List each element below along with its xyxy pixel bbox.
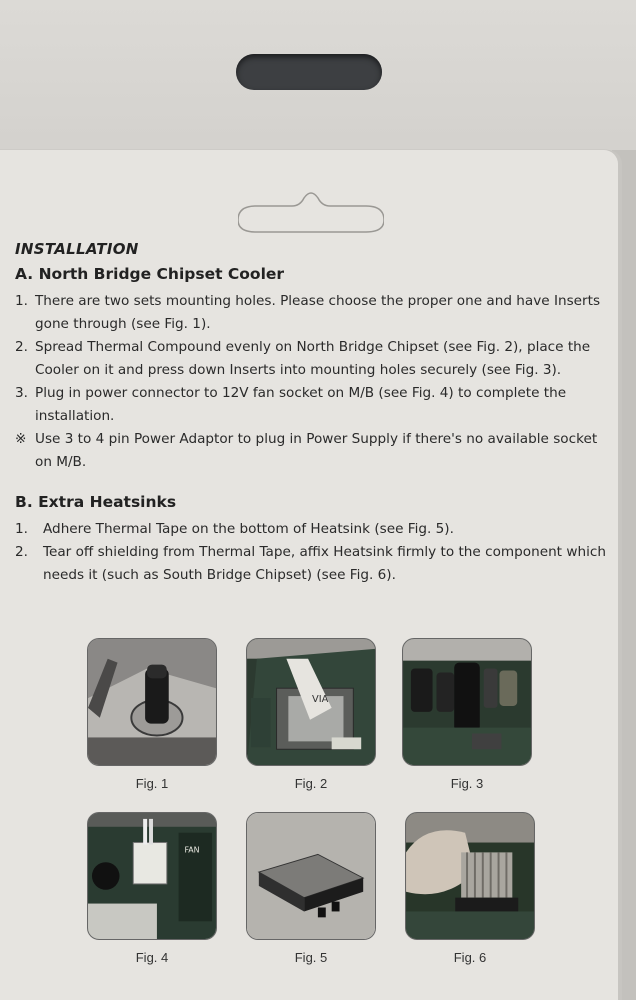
note-marker: ※ [15, 431, 27, 447]
heatsink-photo [246, 812, 376, 940]
section-b-list [15, 518, 615, 587]
list-item [15, 541, 615, 587]
figure-4 [87, 812, 217, 965]
figure-caption: Fig. 1 [135, 776, 169, 791]
figure-caption: Fig. 2 [294, 776, 328, 791]
hang-hole [236, 54, 382, 90]
figure-caption: Fig. 6 [453, 950, 487, 965]
heatsink-install-photo [405, 812, 535, 940]
list-marker: 2. [15, 544, 28, 560]
list-marker: 3. [15, 385, 28, 401]
section-a-list [15, 290, 615, 474]
figure-1 [87, 638, 217, 791]
figure-caption: Fig. 4 [135, 950, 169, 965]
list-item [15, 382, 615, 428]
hang-notch-outline [238, 190, 384, 234]
list-text: Use 3 to 4 pin Power Adaptor to plug in Power Supply if there's no available socket on M/B. [35, 431, 598, 470]
instructions [15, 240, 615, 587]
thermal-compound-photo [246, 638, 376, 766]
list-item [15, 428, 615, 474]
list-marker: 2. [15, 339, 28, 355]
list-text: Tear off shielding from Thermal Tape, affix Heatsink firmly to the component which needs it (such as South Bridge Chipset) (see Fig. 6). [43, 544, 606, 583]
section-a-title: A. North Bridge Chipset Cooler [15, 265, 285, 283]
list-text: Plug in power connector to 12V fan socket on M/B (see Fig. 4) to complete the installation. [35, 385, 567, 424]
hang-tab [0, 0, 636, 160]
figure-caption: Fig. 3 [450, 776, 484, 791]
list-text: Spread Thermal Compound evenly on North Bridge Chipset (see Fig. 2), place the Cooler on it and press down Inserts into mounting holes securely (see Fig. 3). [35, 339, 591, 378]
figure-2 [246, 638, 376, 791]
list-item [15, 336, 615, 382]
figure-3 [402, 638, 532, 791]
list-text: Adhere Thermal Tape on the bottom of Heatsink (see Fig. 5). [43, 521, 454, 537]
svg-text:VIA: VIA [311, 694, 329, 705]
installation-heading: INSTALLATION [15, 240, 139, 258]
svg-text:FAN: FAN [184, 845, 200, 855]
figure-6 [405, 812, 535, 965]
cooler-on-board-photo [402, 638, 532, 766]
list-marker: 1. [15, 521, 28, 537]
section-b-title: B. Extra Heatsinks [15, 493, 177, 511]
list-marker: 1. [15, 293, 28, 309]
figure-caption: Fig. 5 [294, 950, 328, 965]
mounting-insert-photo [87, 638, 217, 766]
list-text: There are two sets mounting holes. Please choose the proper one and have Inserts gone through (see Fig. 1). [35, 293, 601, 332]
fan-connector-photo [87, 812, 217, 940]
list-item [15, 290, 615, 336]
figure-5 [246, 812, 376, 965]
list-item [15, 518, 615, 541]
